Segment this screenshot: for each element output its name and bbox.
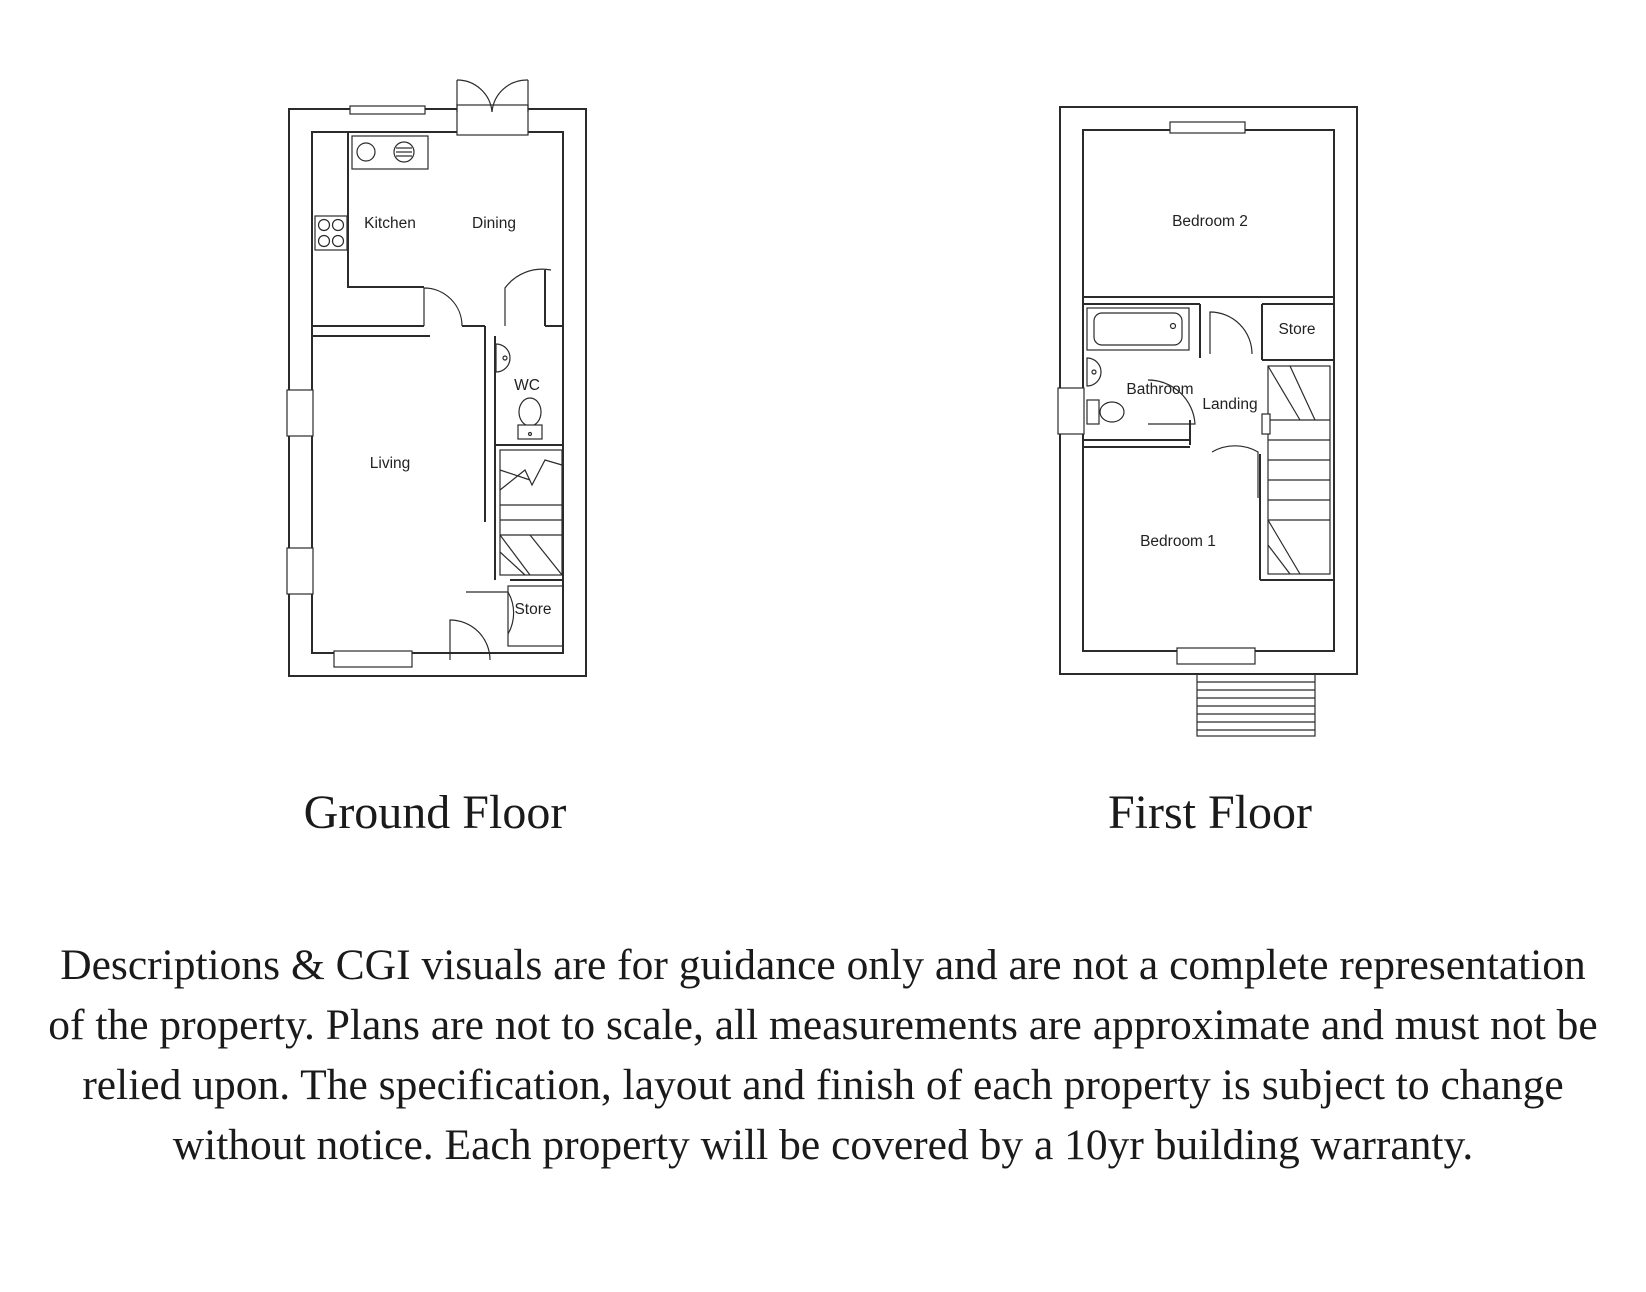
front-steps [1197, 674, 1315, 736]
room-label-bedroom2: Bedroom 2 [1172, 213, 1248, 230]
room-label-bathroom: Bathroom [1126, 381, 1194, 398]
sink-icon [352, 136, 428, 169]
room-label-landing: Landing [1202, 396, 1258, 413]
bathroom-basin-icon [1087, 358, 1101, 386]
room-label-dining: Dining [472, 215, 516, 232]
bath-icon [1087, 308, 1189, 350]
first-stairs [1262, 366, 1330, 574]
hob-icon [315, 216, 347, 250]
room-label-ground-store: Store [514, 601, 552, 618]
bedroom2-window [1170, 122, 1245, 133]
ground-floor-plan [287, 80, 586, 676]
ground-front-window [334, 651, 412, 667]
living-window-lower [287, 548, 313, 594]
kitchen-door [424, 288, 462, 326]
room-label-bedroom1: Bedroom 1 [1140, 533, 1216, 550]
room-label-wc: WC [514, 377, 540, 394]
room-label-first-store: Store [1278, 321, 1316, 338]
ground-floor-title: Ground Floor [303, 786, 567, 839]
wc-toilet-icon [518, 398, 542, 439]
wc-basin-icon [496, 344, 510, 372]
disclaimer-text: Descriptions & CGI visuals are for guidance only and are not a complete representation of the property. Plans are not to scale, all measurements are approximate and must not be relied upon. The specification, layout and finish of each property is subject to change without notice. Each property will be covered by a 10yr building warranty. [48, 941, 1598, 1169]
first-outer-wall [1060, 107, 1357, 674]
bedroom1-door [1212, 446, 1258, 498]
first-inner-wall [1083, 130, 1334, 651]
ground-stairs [500, 450, 562, 575]
ground-rear-window [350, 106, 425, 114]
living-window-upper [287, 390, 313, 436]
room-label-living: Living [369, 455, 411, 472]
bathroom-window [1058, 388, 1084, 434]
first-store-door [1210, 312, 1252, 354]
bedroom1-window [1177, 648, 1255, 664]
ground-outer-wall [289, 109, 586, 676]
bathroom-toilet-icon [1087, 400, 1124, 424]
first-floor-title: First Floor [1107, 786, 1313, 839]
room-label-kitchen: Kitchen [364, 215, 416, 232]
french-doors [457, 80, 528, 135]
first-floor-plan [1058, 107, 1357, 736]
